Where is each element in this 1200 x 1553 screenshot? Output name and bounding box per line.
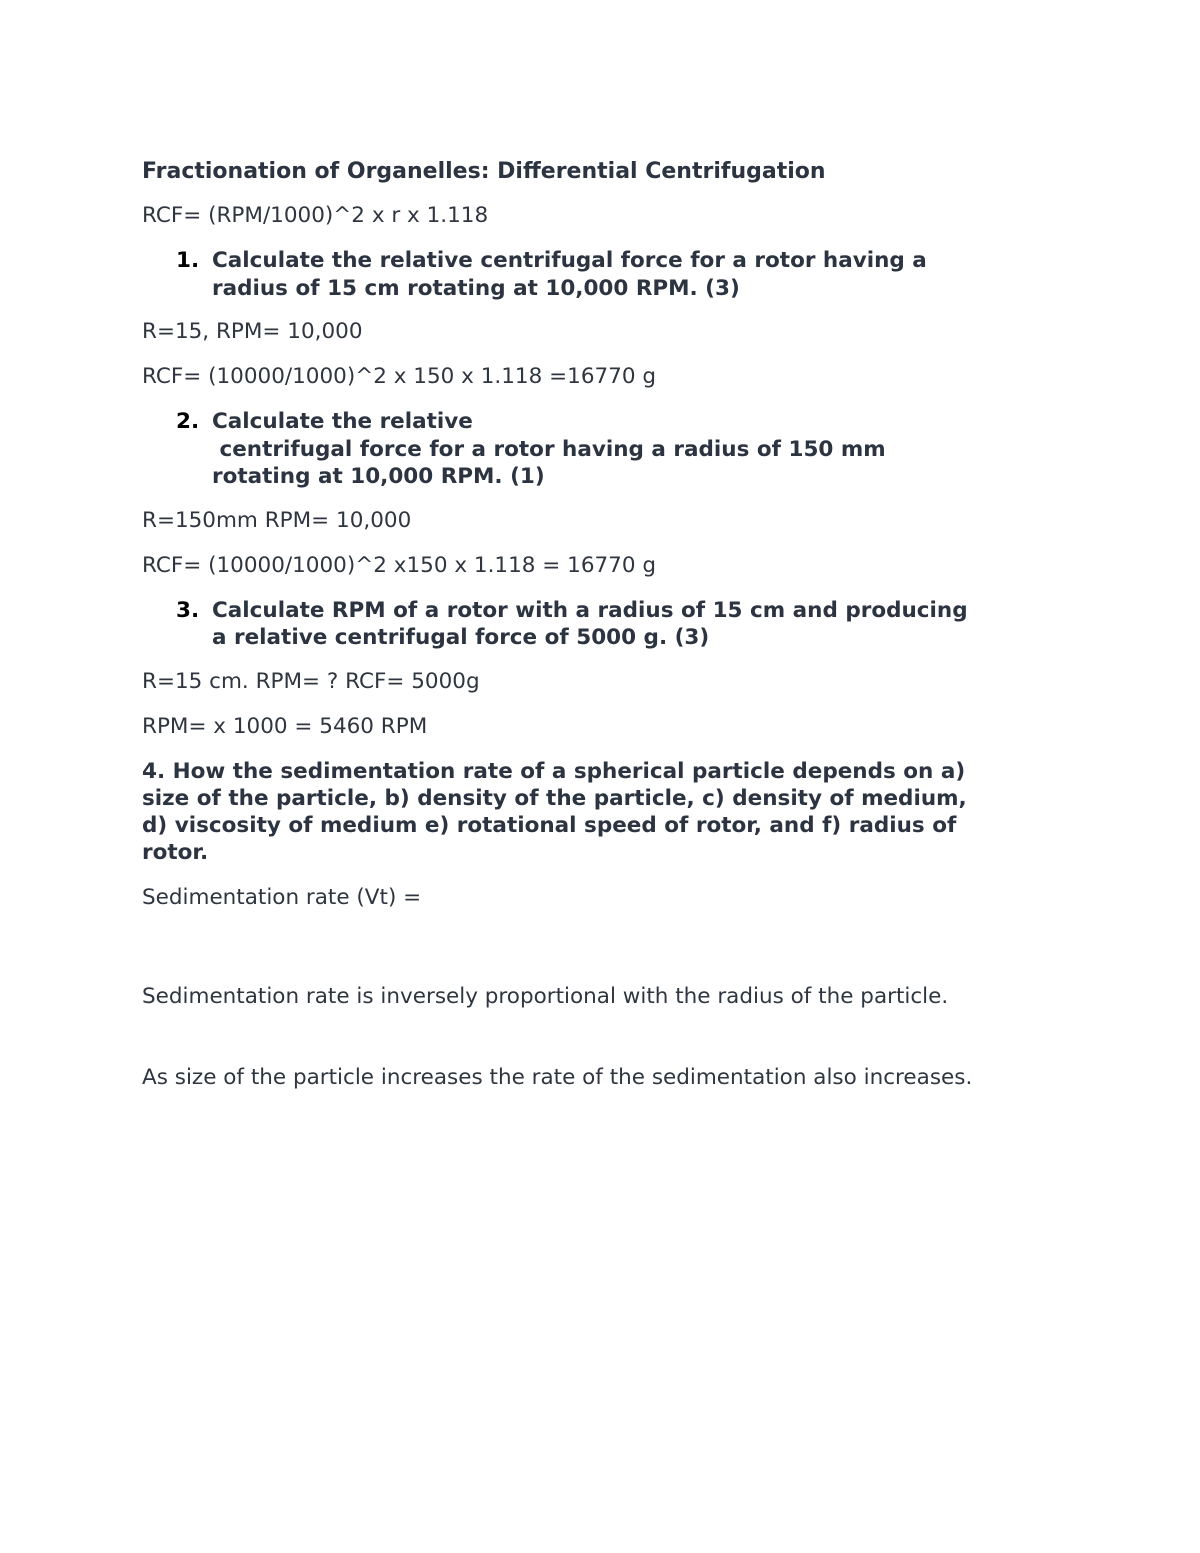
question-text-line: size of the particle, b) density of the particle, c) density of medium, [142, 785, 967, 811]
answer-line: RCF= (10000/1000)^2 x150 x 1.118 = 16770 g [142, 552, 657, 578]
answer-line: R=150mm RPM= 10,000 [142, 507, 412, 533]
question-text-line: Calculate the relative centrifugal force for a rotor having a [212, 248, 927, 273]
question-text-line: 4. How the sedimentation rate of a spherical particle depends on a) [142, 758, 966, 784]
document-title: Fractionation of Organelles: Differential Centrifugation [142, 159, 826, 184]
question-text-line: centrifugal force for a rotor having a radius of 150 mm [212, 436, 886, 462]
question-text-line: rotor. [142, 839, 209, 865]
answer-line: R=15 cm. RPM= ? RCF= 5000g [142, 668, 480, 694]
question-number: 1. [176, 248, 200, 273]
question-text-line: a relative centrifugal force of 5000 g. (3) [212, 625, 710, 650]
question-4 [142, 758, 1062, 866]
question-3 [142, 597, 1062, 652]
question-1 [142, 247, 1062, 302]
rcf-formula: RCF= (RPM/1000)^2 x r x 1.118 [142, 203, 489, 228]
question-2 [142, 408, 1062, 491]
answer-label: Sedimentation rate (Vt) = [142, 884, 422, 910]
document-body [142, 157, 1062, 1163]
answer-line: Sedimentation rate is inversely proportional with the radius of the particle. [142, 983, 949, 1009]
question-number: 2. [176, 409, 200, 434]
answer-line: RPM= x 1000 = 5460 RPM [142, 713, 428, 739]
question-number: 3. [176, 597, 200, 623]
answer-line: As size of the particle increases the rate of the sedimentation also increases. [142, 1064, 973, 1090]
question-text-line: Calculate RPM of a rotor with a radius of 15 cm and producing [212, 597, 968, 623]
answer-line: RCF= (10000/1000)^2 x 150 x 1.118 =16770 g [142, 364, 657, 389]
question-text-line: radius of 15 cm rotating at 10,000 RPM. (3) [212, 275, 740, 301]
question-text-line: Calculate the relative [212, 409, 473, 434]
answer-paragraph [142, 929, 1062, 1145]
question-text-line: rotating at 10,000 RPM. (1) [212, 464, 545, 489]
question-text-line: d) viscosity of medium e) rotational speed of rotor, and f) radius of [142, 812, 957, 838]
answer-line: R=15, RPM= 10,000 [142, 319, 363, 344]
